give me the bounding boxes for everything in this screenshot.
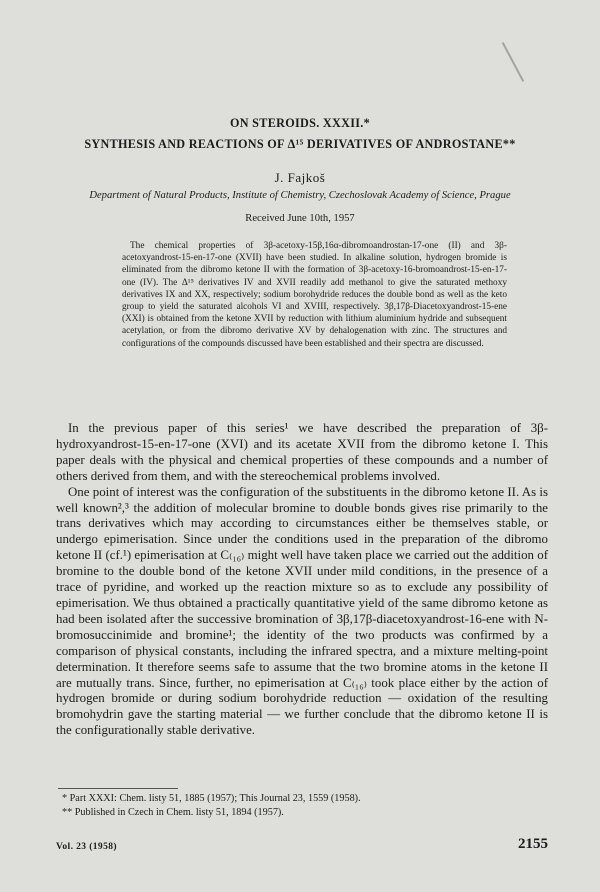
paragraph-1: In the previous paper of this series¹ we have described the preparation of 3β-hydroxyandrost-15-en-17-one (XVI) and its acetate XVII from the dibromo ketone I. This paper deals with the physical and chemical properties of these compounds and a number of others derived from them, and with the stereochemical problems involved. xyxy=(56,421,548,483)
affiliation: Department of Natural Products, Institute of Chemistry, Czechoslovak Academy of Science, Prague xyxy=(89,190,511,201)
title-line-2: SYNTHESIS AND REACTIONS OF Δ¹⁵ DERIVATIVES OF ANDROSTANE** xyxy=(84,137,516,151)
abstract-text: The chemical properties of 3β-acetoxy-15β,16α-dibromoandrostan-17-one (II) and 3β-acetoxyandrost-15-en-17-one (XVII) have been studied. In alkaline solution, hydrogen bromide is eliminated from the dibromo ketone II with the formation of 3β-acetoxy-16-bromoandrost-15-en-17-one (IV). The Δ¹⁵ derivatives IV and XVII readily add methanol to give the saturated methoxy derivatives IX and XX, respectively; sodium borohydride reduces the double bond as well as the keto group to yield the saturated alcohols VI and XVIII, respectively. 3β,17β-Diacetoxyandrost-15-ene (XXI) is obtained from the ketone XVII by reduction with lithium aluminium hydride and subsequent acetylation, or from the dibromo derivative XV by dehalogenation with zinc. The structures and configurations of the compounds discussed have been established and their spectra are discussed. xyxy=(122,241,507,349)
body-text xyxy=(56,421,548,739)
scan-mark xyxy=(502,42,524,82)
volume-label: Vol. 23 (1958) xyxy=(56,842,117,852)
paragraph-2: One point of interest was the configuration of the substituents in the dibromo ketone II. As is well known²,³ the addition of molecular bromine to double bonds gives rise primarily to the trans derivatives which may according to circumstances either be themselves stable, or undergo epimerisation. Since under the conditions used in the preparation of the dibromo ketone II (cf.¹) epimerisation at C₍₁₆₎ might well have taken place we carried out the addition of bromine to the double bond of the ketone XVII under mild conditions, in the presence of a trace of pyridine, and worked up the reaction mixture so as to exclude any possibility of epimerisation. We thus obtained a practically quantitative yield of the same dibromo ketone as had been isolated after the successive bromination of 3β,17β-diacetoxyandrost-16-ene with N-bromosuccinimide and bromine¹; the identity of the two products was confirmed by a comparison of physical constants, including the infrared spectra, and a mixture melting-point determination. It therefore seems safe to assume that the two bromine atoms in the ketone II are mutually trans. Since, further, no epimerisation at C₍₁₆₎ took place either by the action of hydrogen bromide or during sodium borohydride reduction — oxidation of the resulting bromohydrin gave the starting material — we further conclude that the dibromo ketone II is the configurationally stable derivative. xyxy=(56,484,548,738)
footnote-1: * Part XXXI: Chem. listy 51, 1885 (1957); This Journal 23, 1559 (1958). xyxy=(62,793,361,804)
footnote-rule xyxy=(58,788,178,789)
footnotes xyxy=(62,792,532,819)
author: J. Fajkoš xyxy=(274,170,326,185)
title-line-1: ON STEROIDS. XXXII.* xyxy=(229,116,371,130)
abstract xyxy=(122,240,507,350)
received-date: Received June 10th, 1957 xyxy=(245,213,355,224)
footnote-2: ** Published in Czech in Chem. listy 51, 1894 (1957). xyxy=(62,806,284,818)
page-number: 2155 xyxy=(518,836,548,852)
